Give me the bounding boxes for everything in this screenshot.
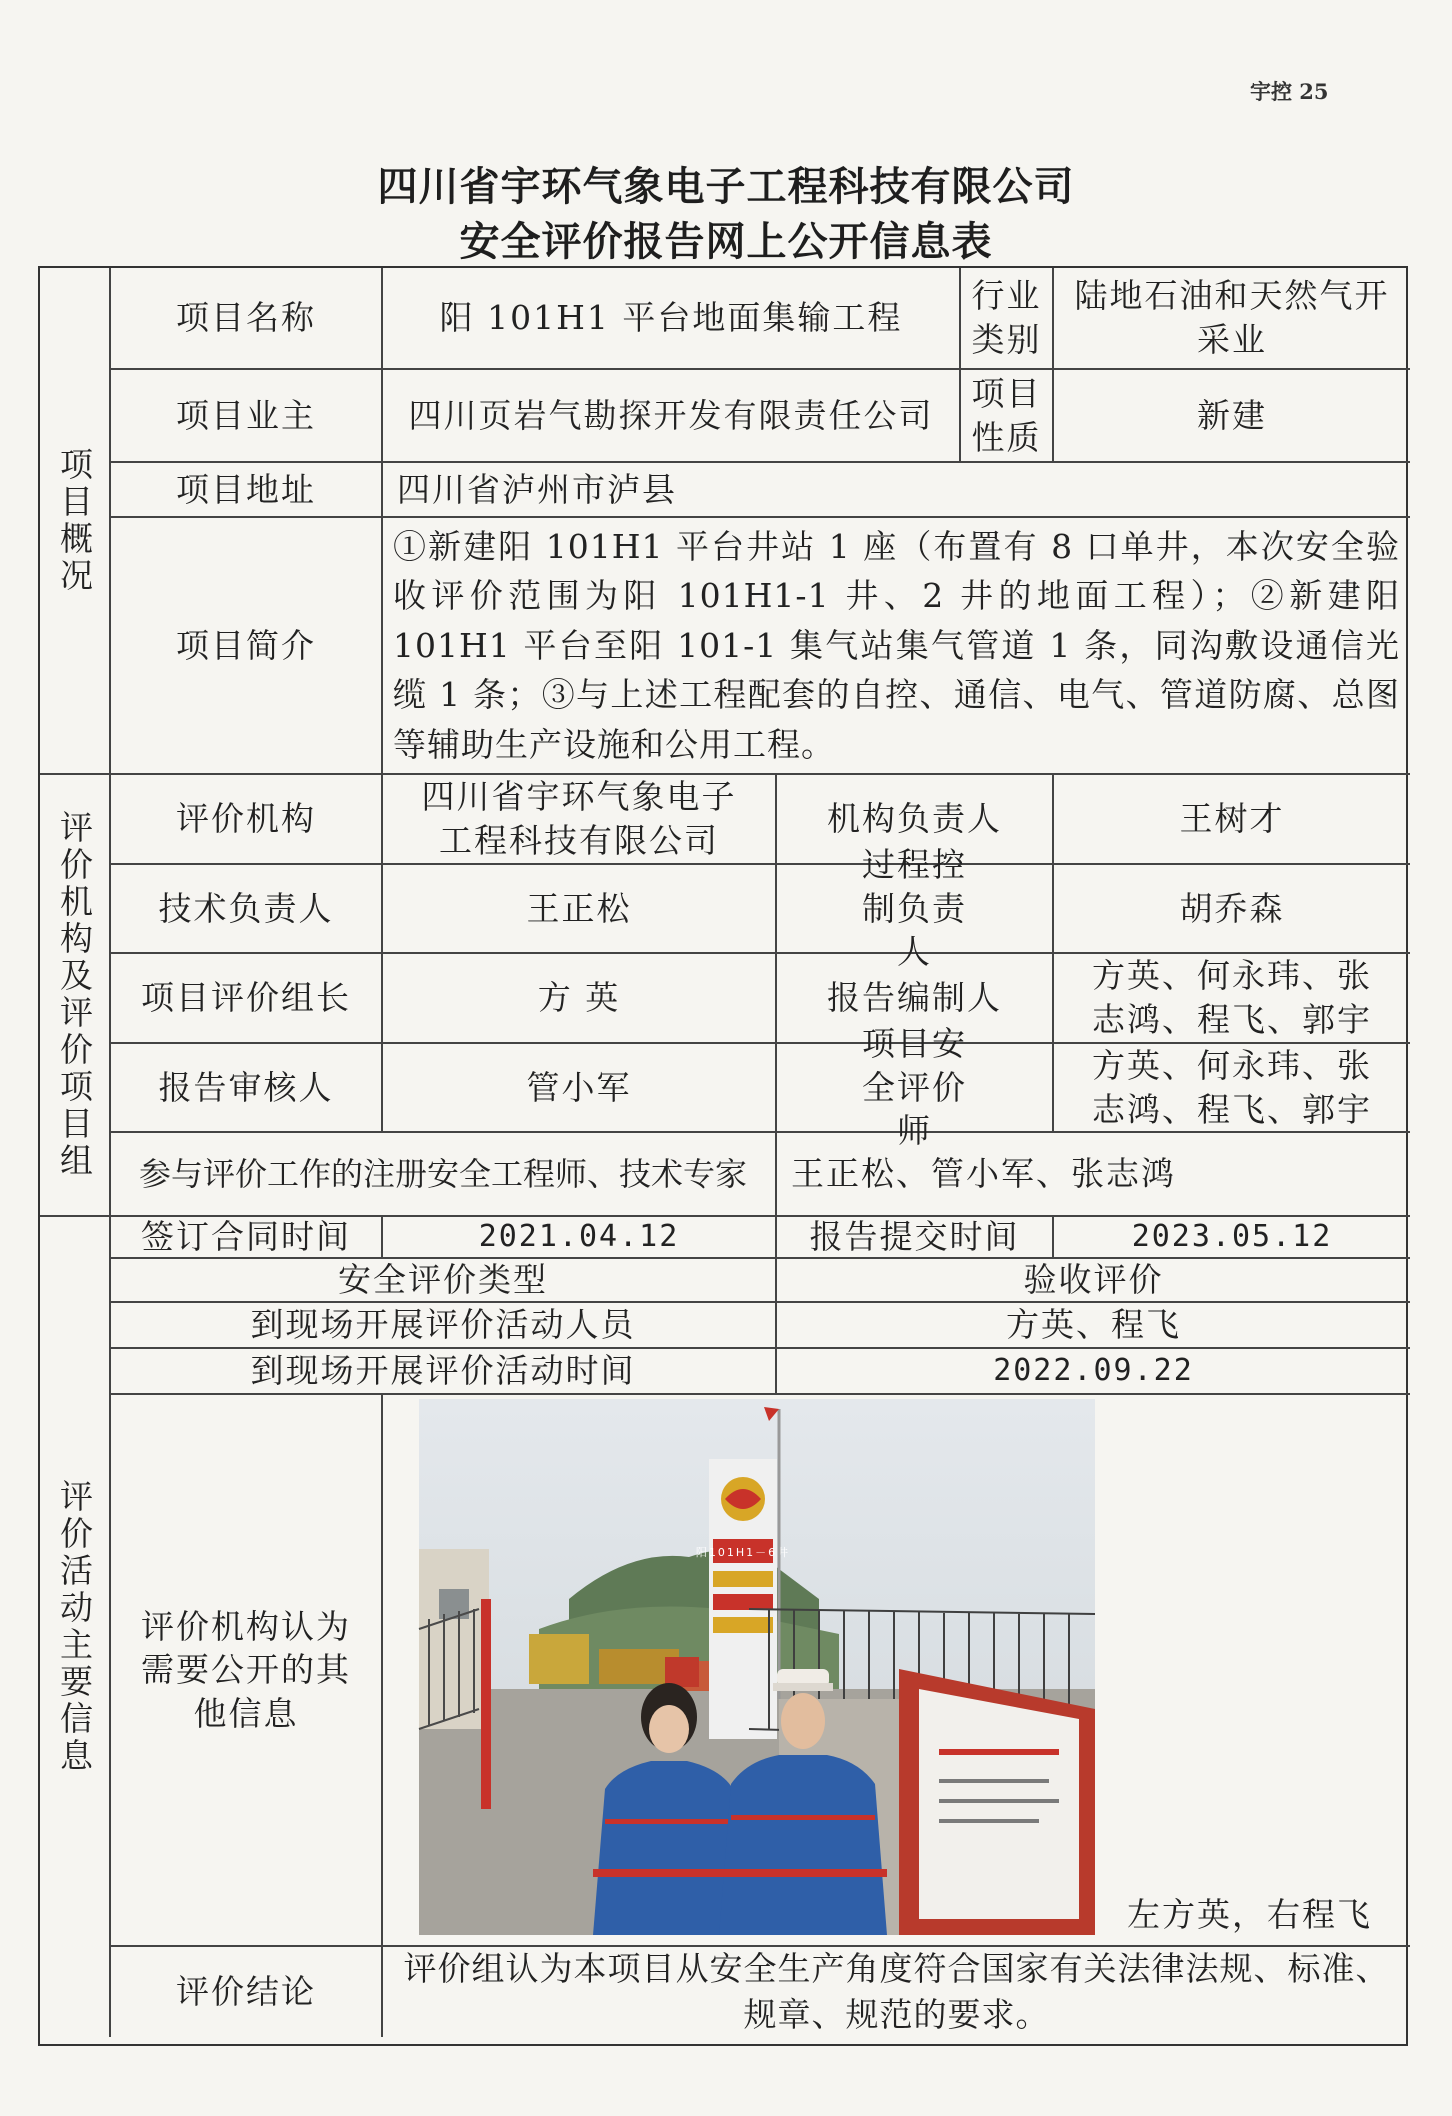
process-value: 胡乔森 <box>1054 865 1410 954</box>
reviewer-label: 报告审核人 <box>111 1044 383 1133</box>
experts-label: 参与评价工作的注册安全工程师、技术专家 <box>111 1133 777 1217</box>
owner-label: 项目业主 <box>111 370 383 463</box>
writers-label: 报告编制人 <box>777 954 1054 1044</box>
site-sign-text: 阳101H1－6井 <box>695 1546 791 1559</box>
process-label: 过程控制负责人 <box>777 865 1054 954</box>
assessors-label: 项目安全评价师 <box>777 1044 1054 1133</box>
tech-label: 技术负责人 <box>111 865 383 954</box>
type-label: 安全评价类型 <box>111 1259 777 1303</box>
address-label: 项目地址 <box>111 463 383 518</box>
time-value: 2022.09.22 <box>777 1349 1410 1395</box>
photo-caption: 左方英，右程飞 <box>1127 1895 1372 1935</box>
contract-label: 签订合同时间 <box>111 1217 383 1259</box>
document-code: 宇控 25 <box>1250 79 1329 104</box>
staff-label: 到现场开展评价活动人员 <box>111 1303 777 1349</box>
conclusion-value: 评价组认为本项目从安全生产角度符合国家有关法律法规、标准、规章、规范的要求。 <box>403 1948 1390 2034</box>
assessors-value: 方英、何永玮、张志鸿、程飞、郭宇 <box>1054 1044 1410 1133</box>
address-value: 四川省泸州市泸县 <box>383 463 1410 518</box>
staff-value: 方英、程飞 <box>777 1303 1410 1349</box>
type-value: 验收评价 <box>777 1259 1410 1303</box>
nature-label: 项目性质 <box>961 370 1054 463</box>
company-title: 四川省宇环气象电子工程科技有限公司 <box>377 163 1075 210</box>
other-info-label: 评价机构认为需要公开的其他信息 <box>111 1395 383 1947</box>
other-info-cell <box>383 1395 1410 1947</box>
leader-label: 项目评价组长 <box>111 954 383 1044</box>
reviewer-value: 管小军 <box>383 1044 777 1133</box>
site-photo <box>419 1399 1095 1935</box>
summary-value: ①新建阳 101H1 平台井站 1 座（布置有 8 口单井，本次安全验收评价范围为阳 101H1-1 井、2 井的地面工程）；②新建阳 101H1 平台至阳 101-1 集气站集气管道 1 条，同沟敷设通信光缆 1 条；③与上述工程配套的自控、通信、电气、管道防腐、总图等辅助生产设施和公用工程。 <box>383 518 1410 775</box>
nature-value: 新建 <box>1054 370 1410 463</box>
time-label: 到现场开展评价活动时间 <box>111 1349 777 1395</box>
head-value: 王树才 <box>1054 775 1410 865</box>
tech-value: 王正松 <box>383 865 777 954</box>
submit-label: 报告提交时间 <box>777 1217 1054 1259</box>
project-name: 阳 101H1 平台地面集输工程 <box>383 268 961 370</box>
agency-value: 四川省宇环气象电子工程科技有限公司 <box>383 775 777 865</box>
head-label: 机构负责人 <box>777 775 1054 865</box>
agency-label: 评价机构 <box>111 775 383 865</box>
submit-date: 2023.05.12 <box>1054 1217 1410 1259</box>
section-overview: 项目概况 <box>40 268 111 775</box>
industry-value: 陆地石油和天然气开采业 <box>1054 268 1410 370</box>
conclusion-label: 评价结论 <box>111 1947 383 2037</box>
project-name-label: 项目名称 <box>111 268 383 370</box>
section-org: 评价机构及评价项目组 <box>40 775 111 1217</box>
experts-value: 王正松、管小军、张志鸿 <box>777 1133 1410 1217</box>
section-activity: 评价活动主要信息 <box>40 1217 111 2037</box>
form-title: 安全评价报告网上公开信息表 <box>459 218 993 265</box>
owner-value: 四川页岩气勘探开发有限责任公司 <box>383 370 961 463</box>
info-table <box>38 266 1408 2046</box>
writers-value: 方英、何永玮、张志鸿、程飞、郭宇 <box>1054 954 1410 1044</box>
summary-label: 项目简介 <box>111 518 383 775</box>
industry-label: 行业类别 <box>961 268 1054 370</box>
leader-value: 方 英 <box>383 954 777 1044</box>
contract-date: 2021.04.12 <box>383 1217 777 1259</box>
